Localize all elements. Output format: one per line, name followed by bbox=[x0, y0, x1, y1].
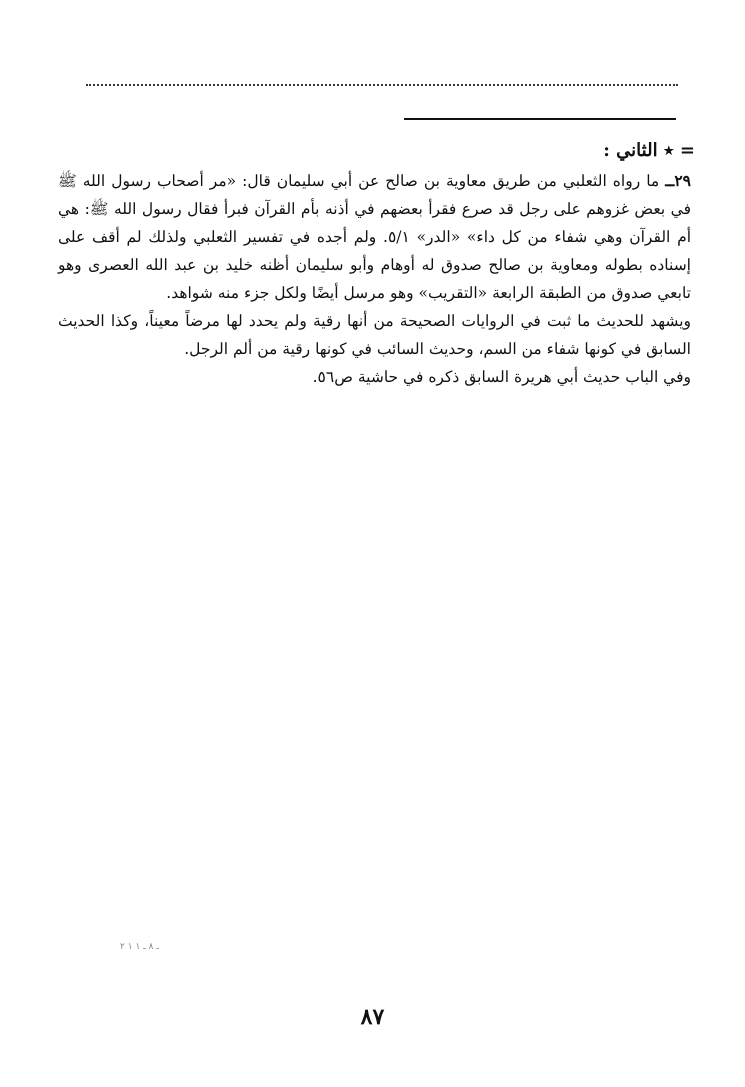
stray-mark: ـ ٨ ـ ١ ١ ٢ bbox=[120, 942, 159, 952]
paragraph-reference: وفي الباب حديث أبي هريرة السابق ذكره في حاشية ص٥٦. bbox=[312, 368, 691, 386]
dotted-rule bbox=[86, 84, 678, 86]
section-heading: = ٭ الثاني : bbox=[603, 140, 695, 161]
short-rule bbox=[404, 118, 676, 120]
page-number: ٨٧ bbox=[360, 1004, 385, 1030]
hadith-paragraph bbox=[58, 167, 691, 307]
paragraph-witness: ويشهد للحديث ما ثبت في الروايات الصحيحة من أنها رقية ولم يحدد لها مرضاً معيناً، وكذا الحديث السابق في كونها شفاء من السم، وحديث السائب في كونها رقية من ألم الرجل. bbox=[58, 312, 691, 358]
hadith-number: ٢٩ــ bbox=[665, 171, 691, 190]
hadith-text: ما رواه الثعلبي من طريق معاوية بن صالح عن أبي سليمان قال: «مر أصحاب رسول الله ﷺ في بعض غزوهم على رجل قد صرع فقرأ بعضهم في أذنه بأم القرآن فبرأ فقال رسول الله ﷺ: هي أم القرآن وهي شفاء من كل داء» «الدر» ٥/١. ولم أجده في تفسير الثعلبي ولذلك لم أقف على إسناده بطوله ومعاوية بن صالح صدوق له أوهام وأبو سليمان أظنه خليد بن عبد الله العصرى وهو تابعي صدوق من الطبقة الرابعة «التقريب» وهو مرسل أيضًا ولكل جزء منه شواهد. bbox=[58, 172, 691, 302]
body-text bbox=[58, 167, 691, 391]
